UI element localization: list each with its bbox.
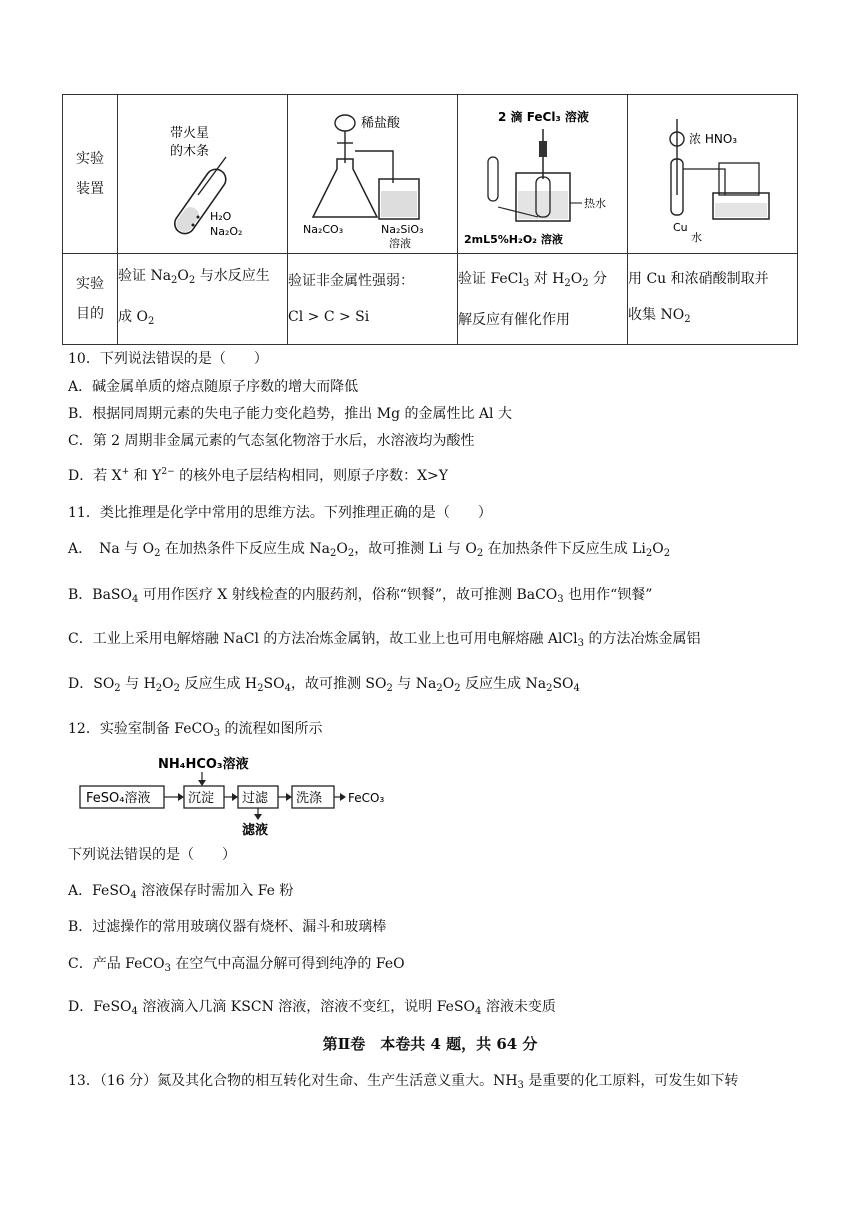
text: 和 Y <box>129 468 162 484</box>
purpose-b <box>288 254 458 345</box>
figure-a-test-tube <box>118 99 288 249</box>
purpose-c <box>458 254 628 345</box>
text-segment: B．过滤操作的常用玻璃仪器有烧杯、漏斗和玻璃棒 <box>68 919 387 935</box>
fig-d-label: 水 <box>690 231 702 244</box>
fig-d-label: 浓 HNO₃ <box>688 132 737 146</box>
fig-c-label: 2mL5%H₂O₂ 溶液 <box>464 233 563 246</box>
subscript: 4 <box>475 1006 482 1017</box>
subscript: 2 <box>171 275 178 286</box>
purpose-d <box>628 254 798 345</box>
flow-reagent: NH₄HCO₃溶液 <box>158 757 249 772</box>
text-segment: 是重要的化工原料，可发生如下转 <box>523 1073 739 1089</box>
purpose-text: 对 H <box>529 270 565 287</box>
text-segment: 反应生成 Na <box>460 676 547 692</box>
figure-d-cell <box>628 95 798 254</box>
flow-step3-text: 洗涤 <box>296 791 323 806</box>
flow-start-text: FeSO₄溶液 <box>86 791 151 806</box>
text-segment: B．BaSO <box>68 587 132 603</box>
q10-option-c: C．第 2 周期非金属元素的气态氢化物溶于水后，水溶液均为酸性 <box>68 433 475 449</box>
text-segment: 的流程如图所示 <box>220 721 323 737</box>
text: D．若 X <box>68 468 122 484</box>
text-segment: 在加热条件下反应生成 Na <box>160 541 330 557</box>
head-text: 实验 <box>76 276 104 292</box>
text-segment: 可用作医疗 X 射线检查的内服药剂，俗称“钡餐”，故可推测 BaCO <box>138 587 558 603</box>
text-segment: 与 Na <box>392 676 437 692</box>
purpose-text: 验证非金属性强弱： <box>288 273 414 289</box>
head-text: 装置 <box>76 181 104 197</box>
purpose-text: 用 Cu 和浓硝酸制取并 <box>628 270 769 287</box>
text-segment: O <box>162 676 174 692</box>
subscript: 3 <box>577 638 584 649</box>
subscript: 3 <box>213 728 221 739</box>
text-segment: 反应生成 H <box>180 676 258 692</box>
subscript: 2 <box>154 548 161 559</box>
purpose-a <box>118 254 288 345</box>
subscript: 2 <box>329 548 337 559</box>
purpose-text: 验证 Na <box>118 268 172 284</box>
subscript: 4 <box>130 890 137 901</box>
flow-step1-text: 沉淀 <box>188 791 215 806</box>
subscript: 4 <box>131 1006 138 1017</box>
q11-option-c <box>68 628 700 649</box>
q12-option-d <box>68 996 556 1017</box>
figure-b-apparatus <box>293 99 453 249</box>
subscript: 2 <box>582 277 589 289</box>
fig-c-label: 热水 <box>584 197 606 210</box>
subscript: 2 <box>188 275 196 286</box>
fig-d-label: Cu <box>672 221 688 234</box>
text-segment: C．产品 FeCO <box>68 956 165 972</box>
purpose-text: O <box>177 268 189 284</box>
head-text: 目的 <box>76 306 104 322</box>
subscript: 2 <box>546 683 553 694</box>
text-segment: D．SO <box>68 676 115 692</box>
text-segment: 与 H <box>120 676 156 692</box>
subscript: 3 <box>164 963 171 974</box>
purpose-text: 分 <box>588 270 608 287</box>
head-text: 实验 <box>76 151 104 167</box>
subscript: 2 <box>257 683 264 694</box>
subscript: 2 <box>386 683 393 694</box>
text-segment: 在空气中高温分解可得到纯净的 FeO <box>170 956 405 972</box>
purpose-text: 验证 FeCl <box>458 270 523 287</box>
q11-stem: 11．类比推理是化学中常用的思维方法。下列推理正确的是（ ） <box>68 505 492 521</box>
superscript: 2− <box>161 467 175 477</box>
subscript: 3 <box>522 277 530 289</box>
text-segment: 12．实验室制备 FeCO <box>68 721 214 737</box>
text-segment: 溶液滴入几滴 KSCN 溶液，溶液不变红，说明 FeSO <box>137 999 476 1015</box>
fig-a-label: 的木条 <box>170 144 210 159</box>
flow-step2-text: 过滤 <box>242 791 269 806</box>
section-title: 第Ⅱ卷 本卷共 4 题，共 64 分 <box>322 1035 538 1053</box>
flowchart <box>76 754 396 836</box>
subscript: 3 <box>557 594 564 605</box>
q13-stem <box>68 1070 738 1091</box>
subscript: 2 <box>684 313 691 325</box>
text-segment: 的方法冶炼金属铝 <box>584 631 701 647</box>
subscript: 2 <box>147 316 155 327</box>
text-segment: 溶液未变质 <box>481 999 556 1015</box>
subscript: 2 <box>436 683 443 694</box>
figure-d-gas-collection <box>633 99 793 249</box>
flow-waste: 滤液 <box>242 823 269 836</box>
q12-stem <box>68 718 323 739</box>
fig-a-label: Na₂O₂ <box>210 225 243 238</box>
q11-option-a <box>68 538 670 559</box>
table-row-head-setup <box>63 95 118 254</box>
fig-a-label: 带火星 <box>170 126 210 141</box>
subscript: 3 <box>517 1080 524 1091</box>
subscript: 4 <box>284 683 291 694</box>
fig-c-label: 2 滴 FeCl₃ 溶液 <box>498 110 589 124</box>
purpose-text: 与水反应生 <box>195 268 270 284</box>
purpose-text: Cl > C > Si <box>288 309 370 325</box>
figure-a-cell <box>118 95 288 254</box>
q12-option-a <box>68 880 293 901</box>
subscript: 4 <box>132 594 139 605</box>
subscript: 2 <box>114 683 121 694</box>
superscript: + <box>121 467 130 477</box>
purpose-text: 成 O <box>118 309 148 325</box>
q10-option-d <box>68 465 448 485</box>
subscript: 2 <box>645 548 653 559</box>
experiment-table <box>62 94 798 345</box>
q11-option-b <box>68 584 652 605</box>
text-segment: SO <box>263 676 285 692</box>
q11-option-d <box>68 673 580 694</box>
text-segment: 13．（16 分）氮及其化合物的相互转化对生命、生产生活意义重大。NH <box>68 1073 518 1089</box>
flow-product: FeCO₃ <box>348 791 385 805</box>
text-segment: 也用作“钡餐” <box>563 587 653 603</box>
q12-option-b <box>68 916 386 936</box>
text-segment: D．FeSO <box>68 999 132 1015</box>
q12-option-c <box>68 953 405 974</box>
text-segment: ，故可推测 SO <box>290 676 387 692</box>
subscript: 2 <box>476 548 484 559</box>
q10-option-b: B．根据同周期元素的失电子能力变化趋势，推出 Mg 的金属性比 Al 大 <box>68 406 512 422</box>
figure-b-cell <box>288 95 458 254</box>
text-segment: O <box>442 676 455 692</box>
fig-a-label: H₂O <box>210 210 232 223</box>
text-segment: O <box>336 541 348 557</box>
table-row-head-purpose <box>63 254 118 345</box>
text-segment: 溶液保存时需加入 Fe 粉 <box>136 883 294 899</box>
purpose-text: 解反应有催化作用 <box>458 311 570 328</box>
text: 的核外电子层结构相同，则原子序数：X>Y <box>174 468 449 484</box>
fig-b-label: 稀盐酸 <box>360 116 400 131</box>
figure-c-cell <box>458 95 628 254</box>
text-segment: A． Na 与 O <box>68 541 155 557</box>
q10-option-a: A．碱金属单质的熔点随原子序数的增大而降低 <box>68 379 359 395</box>
text-segment: ，故可推测 Li 与 O <box>354 541 477 557</box>
subscript: 2 <box>663 548 671 559</box>
subscript: 2 <box>347 548 355 559</box>
purpose-text: O <box>570 270 583 287</box>
text-segment: 在加热条件下反应生成 Li <box>483 541 646 557</box>
text-segment: O <box>652 541 664 557</box>
subscript: 2 <box>564 277 571 289</box>
subscript: 2 <box>155 683 163 694</box>
fig-b-label: Na₂SiO₃ <box>380 223 423 236</box>
q10-stem: 10．下列说法错误的是（ ） <box>68 351 268 367</box>
text-segment: A．FeSO <box>68 883 131 899</box>
fig-b-label: 溶液 <box>388 237 411 249</box>
fig-b-label: Na₂CO₃ <box>302 223 343 236</box>
q12-ask: 下列说法错误的是（ ） <box>68 847 236 863</box>
purpose-text: 收集 NO <box>628 306 685 323</box>
subscript: 2 <box>173 683 181 694</box>
text-segment: C．工业上采用电解熔融 NaCl 的方法冶炼金属钠，故工业上也可用电解熔融 AlCl <box>68 631 578 647</box>
figure-c-water-bath <box>458 99 628 249</box>
subscript: 4 <box>573 683 580 694</box>
subscript: 2 <box>454 683 461 694</box>
text-segment: SO <box>552 676 574 692</box>
